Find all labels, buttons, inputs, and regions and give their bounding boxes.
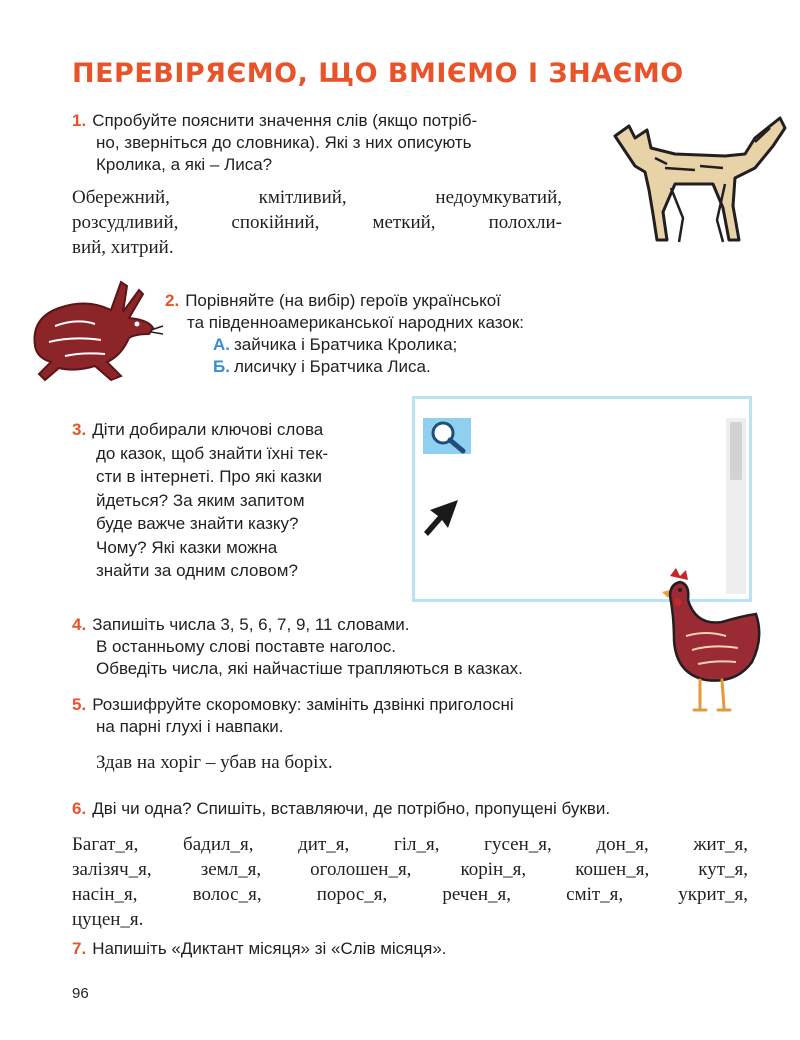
task-6-question [72,798,762,820]
option-b-label: Б. [213,357,230,376]
task-1-line: Спробуйте пояснити значення слів (якщо потріб- [92,111,478,130]
word-line: Обережний, кмітливий, недоумкуватий, [72,187,562,208]
task-2-line: та південноамериканської народних казок: [187,313,524,332]
task-3-line: йдеться? За яким запитом [96,490,305,510]
hen-illustration [656,566,768,716]
task-5-line: на парні глухі і навпаки. [96,717,284,736]
task-3-line: сти в інтернеті. Про які казки [96,467,323,486]
word-line: вий, хитрий. [72,237,174,258]
word-line: цуцен_я. [72,909,144,930]
task-4-line: Запишіть числа 3, 5, 6, 7, 9, 11 словами. [92,615,410,634]
task-5-number: 5. [72,695,87,714]
task-4-line: В останньому слові поставте наголос. [96,637,397,656]
task-1-line: но, зверніться до словника). Які з них описують [96,133,472,152]
word-line: насін_я, волос_я, порос_я, речен_я, сміт_я, укрит_я, [72,884,748,905]
task-3-line: Чому? Які казки можна [96,537,278,557]
page-title: ПЕРЕВІРЯЄМО, ЩО ВМІЄМО І ЗНАЄМО [72,58,684,89]
word-line: залізяч_я, земл_я, оголошен_я, корін_я, кошен_я, кут_я, [72,859,748,880]
fox-illustration [605,108,795,246]
tongue-twister: Здав на хоріг – убав на боріх. [96,752,333,773]
cursor-arrow-icon [420,496,462,538]
task-7-line: Напишіть «Диктант місяця» зі «Слів місяця». [92,939,447,958]
option-a-label: А. [213,335,230,354]
task-3-line: до казок, щоб знайти їхні тек- [96,443,329,463]
word-line: Багат_я, бадил_я, дит_я, гіл_я, гусен_я, дон_я, жит_я, [72,834,748,855]
task-7-question [72,938,762,960]
task-6-line: Дві чи одна? Спишіть, вставляючи, де потрібно, пропущені букви. [92,799,611,818]
option-a-text: зайчика і Братчика Кролика; [234,335,458,354]
task-6-number: 6. [72,799,87,818]
search-icon [423,418,471,454]
task-2-number: 2. [165,291,180,310]
task-3-line: знайти за одним словом? [96,561,298,580]
option-b-text: лисичку і Братчика Лиса. [233,357,431,376]
rabbit-illustration [25,276,165,386]
task-3-line: Діти добирали ключові слова [92,420,324,439]
task-3-line: буде важче знайти казку? [96,514,299,533]
task-4-number: 4. [72,615,87,634]
task-5-question [72,694,652,738]
task-5-line: Розшифруйте скоромовку: замініть дзвінкі приголосні [92,695,514,714]
scrollbar-thumb[interactable] [730,422,742,480]
task-2-question [165,290,635,378]
task-1-question [72,110,572,176]
task-3-question [72,418,402,583]
page-number: 96 [72,985,89,1002]
task-7-number: 7. [72,939,87,958]
task-1-words [72,185,562,260]
word-line: розсудливий, спокійний, меткий, полохли- [72,212,562,233]
search-button[interactable] [423,418,471,454]
task-4-line: Обведіть числа, які найчастіше трапляються в казках. [96,659,523,678]
task-6-words [72,832,748,932]
task-4-question [72,614,652,680]
task-1-line: Кролика, а які – Лиса? [96,155,273,174]
task-2-line: Порівняйте (на вибір) героїв української [185,291,501,310]
task-3-number: 3. [72,420,87,439]
task-1-number: 1. [72,111,87,130]
